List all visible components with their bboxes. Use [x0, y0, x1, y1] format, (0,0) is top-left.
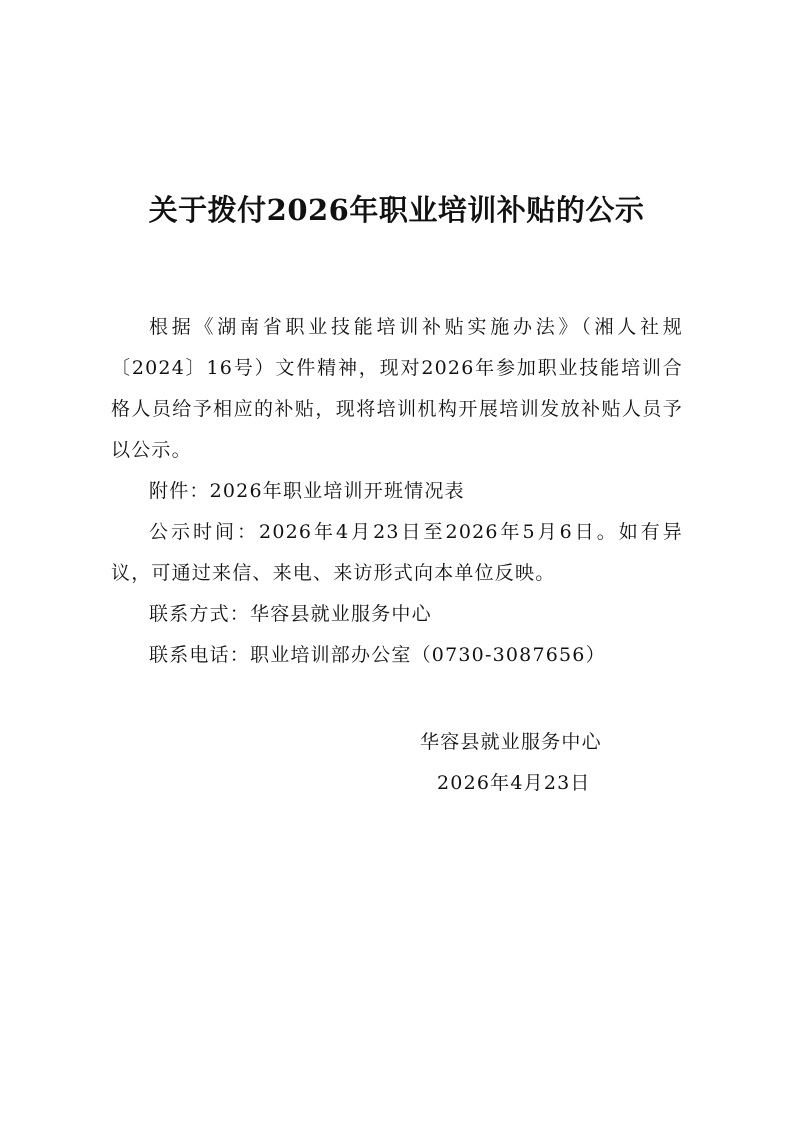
page-title: 关于拨付2026年职业培训补贴的公示	[148, 193, 645, 227]
contact-method-line: 联系方式：华容县就业服务中心	[149, 603, 432, 625]
document-body	[111, 307, 683, 676]
contact-phone-line: 联系电话：职业培训部办公室（0730-3087656）	[149, 644, 606, 666]
signature-organization: 华容县就业服务中心	[420, 731, 602, 753]
main-paragraph: 根据《湖南省职业技能培训补贴实施办法》（湘人社规〔2024〕16号）文件精神，现对2026年参加职业技能培训合格人员给予相应的补贴，现将培训机构开展培训发放补贴人员予以公示。	[111, 316, 683, 461]
signature-date: 2026年4月23日	[437, 772, 591, 794]
attachment-line: 附件：2026年职业培训开班情况表	[149, 480, 465, 502]
notice-period-paragraph: 公示时间：2026年4月23日至2026年5月6日。如有异议，可通过来信、来电、来访形式向本单位反映。	[111, 521, 683, 584]
